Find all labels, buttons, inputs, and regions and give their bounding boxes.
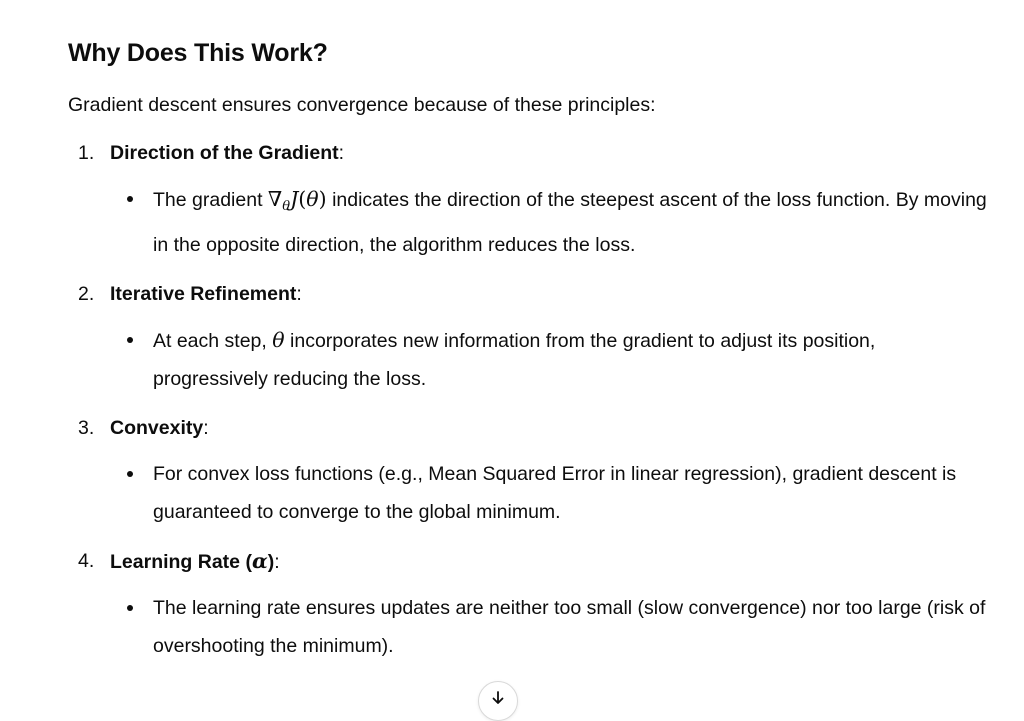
heading-colon: : (338, 142, 345, 164)
list-number: 4. (78, 550, 95, 572)
principle-details (110, 321, 988, 398)
detail-text-before: The gradient (153, 189, 263, 211)
section-title: Why Does This Work? (68, 39, 328, 67)
principle-heading-text: Iterative Refinement (110, 283, 297, 305)
gradient-formula (267, 187, 327, 214)
bullet-icon (127, 196, 133, 202)
message-content (68, 34, 988, 665)
principle-details (110, 180, 988, 264)
detail-text-before: At each step, (153, 330, 267, 352)
principle-details (110, 589, 988, 665)
theta-argument: θ (306, 187, 319, 211)
theta-symbol: θ (272, 328, 285, 352)
detail-item (110, 589, 988, 665)
bullet-icon (127, 337, 133, 343)
detail-text: The learning rate ensures updates are neither too small (slow convergence) nor too large (risk of overshooting the minimum). (153, 597, 986, 657)
list-number: 1. (78, 142, 95, 164)
principle-heading (110, 412, 988, 444)
bullet-icon (127, 605, 133, 611)
list-item (68, 412, 988, 531)
heading-text: Learning Rate ( (110, 551, 252, 573)
list-item (68, 545, 988, 665)
detail-item (110, 180, 988, 264)
principle-details (110, 455, 988, 531)
list-item (68, 137, 988, 264)
detail-item (110, 455, 988, 531)
intro-text: Gradient descent ensures convergence because of these principles: (68, 94, 656, 116)
list-number: 3. (78, 417, 95, 439)
list-item (68, 278, 988, 398)
detail-text: For convex loss functions (e.g., Mean Squared Error in linear regression), gradient descent is guaranteed to converge to the global minimum. (153, 463, 957, 523)
heading-colon: : (296, 283, 302, 305)
function-symbol: J (290, 187, 299, 211)
principles-list (68, 137, 988, 665)
detail-text-after: incorporates new information from the gradient to adjust its position, progressively reducing the loss. (153, 330, 876, 390)
principle-heading (110, 278, 988, 310)
detail-text-after: indicates the direction of the steepest ascent of the loss function. By moving in the opposite direction, the algorithm reduces the loss. (153, 189, 987, 256)
theta-subscript: θ (282, 199, 291, 214)
principle-heading-text: Convexity (110, 417, 204, 439)
principle-heading-text (110, 551, 274, 573)
close-paren: ) (318, 187, 327, 211)
principle-heading (110, 137, 988, 169)
principle-heading-text: Direction of the Gradient (110, 142, 339, 164)
bullet-icon (127, 471, 133, 477)
heading-colon: : (203, 417, 209, 439)
heading-colon: : (274, 551, 280, 573)
arrow-down-icon (490, 690, 506, 706)
scroll-to-bottom-button[interactable] (478, 681, 518, 721)
open-paren: ( (298, 187, 307, 211)
detail-item (110, 321, 988, 398)
principle-heading (110, 545, 988, 578)
alpha-symbol: α (251, 549, 268, 573)
heading-close-paren: ) (267, 551, 275, 573)
list-number: 2. (78, 283, 95, 305)
nabla-symbol: ∇ (267, 187, 283, 211)
